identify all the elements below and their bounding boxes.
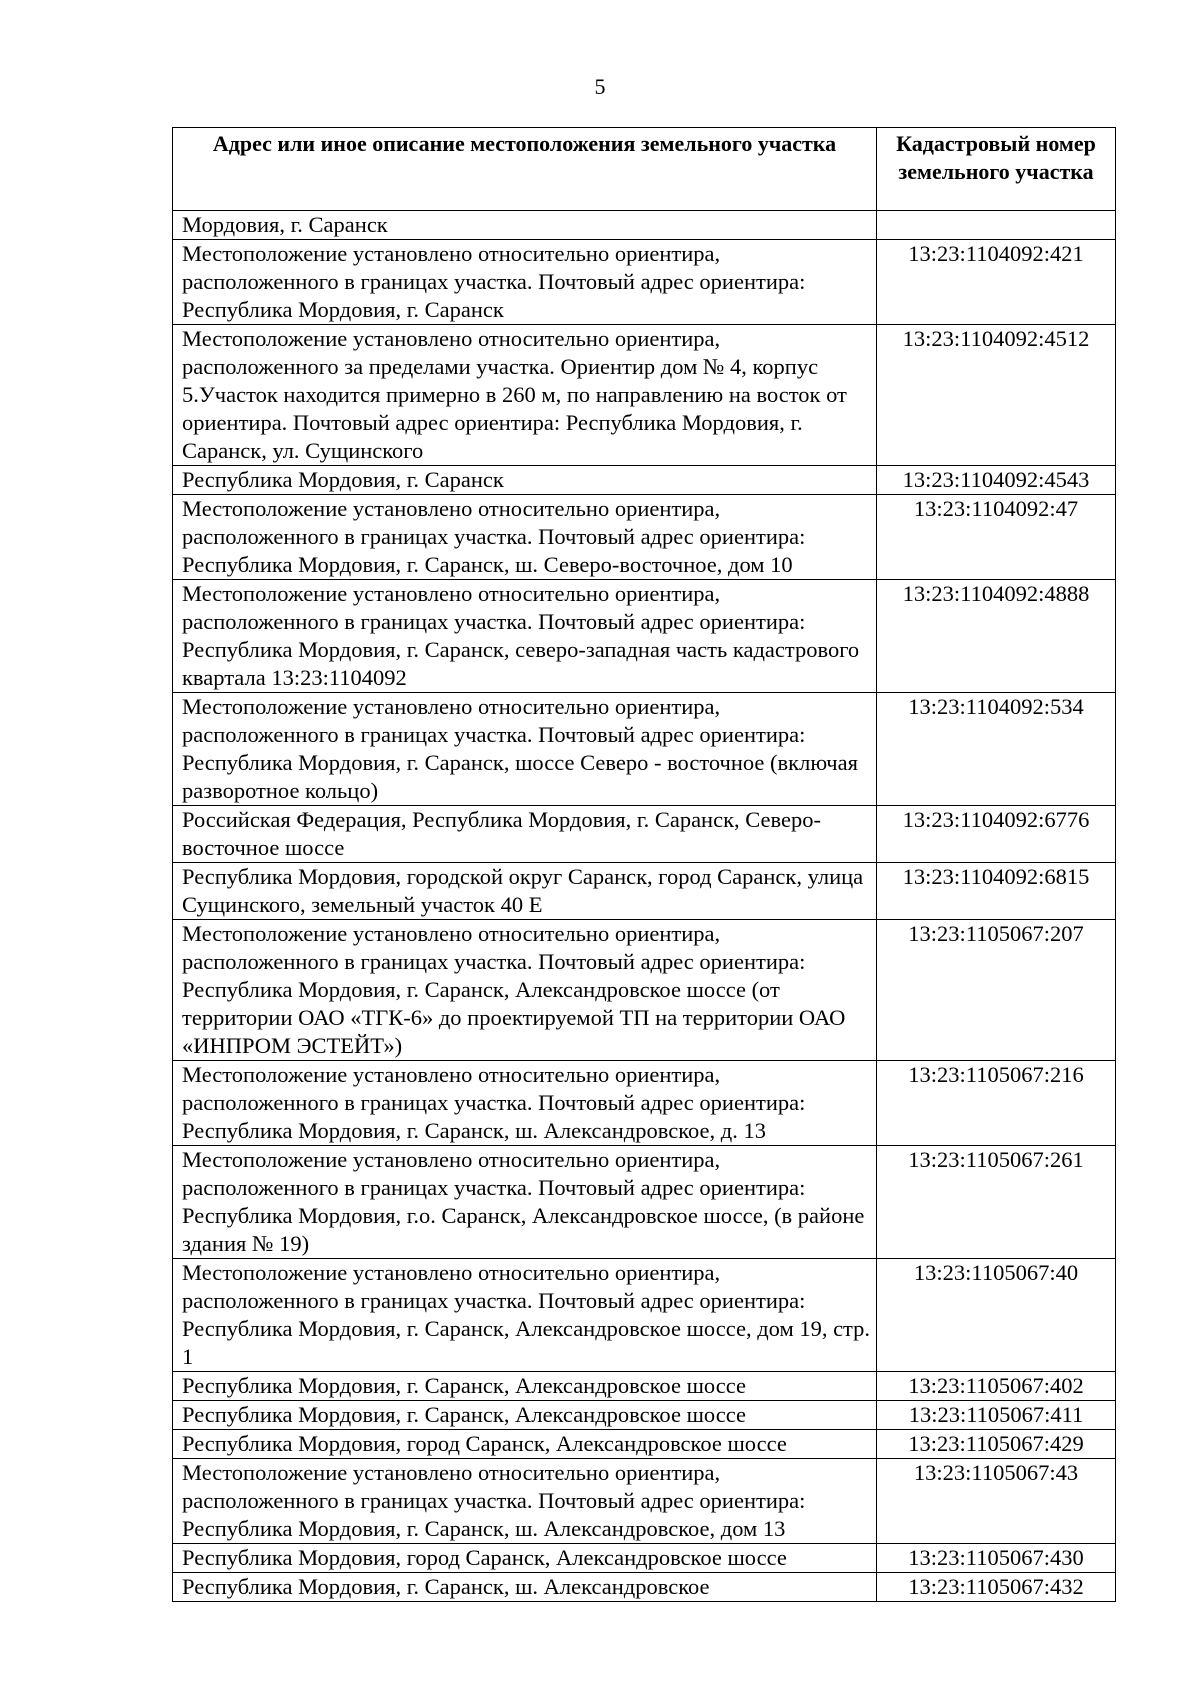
cadastral-number-cell: 13:23:1105067:261 [877, 1146, 1116, 1259]
address-cell: Республика Мордовия, г. Саранск, ш. Александровское [173, 1573, 877, 1602]
cadastral-number-cell: 13:23:1105067:216 [877, 1061, 1116, 1146]
cadastral-number-cell [877, 211, 1116, 240]
cadastral-number-cell: 13:23:1104092:6776 [877, 806, 1116, 863]
table-row [173, 495, 1116, 580]
address-cell: Местоположение установлено относительно ориентира, расположенного в границах участка. Почтовый адрес ориентира: Республика Мордовия, г. Саранск, ш. Александровское, дом 13 [173, 1459, 877, 1544]
table-row [173, 806, 1116, 863]
table-row [173, 1459, 1116, 1544]
address-cell: Республика Мордовия, город Саранск, Александровское шоссе [173, 1430, 877, 1459]
table-row [173, 1401, 1116, 1430]
address-cell: Местоположение установлено относительно ориентира, расположенного в границах участка. Почтовый адрес ориентира: Республика Мордовия, г. Саранск, северо-западная часть кадастрового квартала 13:23:1104092 [173, 580, 877, 693]
table-row [173, 1573, 1116, 1602]
address-cell: Российская Федерация, Республика Мордовия, г. Саранск, Северо-восточное шоссе [173, 806, 877, 863]
cadastral-number-cell: 13:23:1105067:432 [877, 1573, 1116, 1602]
address-cell: Республика Мордовия, г. Саранск, Александровское шоссе [173, 1401, 877, 1430]
address-cell: Местоположение установлено относительно ориентира, расположенного в границах участка. Почтовый адрес ориентира: Республика Мордовия, г. Саранск, Александровское шоссе (от территории ОАО «ТГК-6» до проектируемой ТП на территории ОАО «ИНПРОМ ЭСТЕЙТ») [173, 920, 877, 1061]
table-row [173, 693, 1116, 806]
cadastral-number-cell: 13:23:1105067:429 [877, 1430, 1116, 1459]
table-row [173, 863, 1116, 920]
cadastral-number-cell: 13:23:1104092:47 [877, 495, 1116, 580]
table-row [173, 211, 1116, 240]
table-row [173, 1146, 1116, 1259]
cadastral-number-cell: 13:23:1104092:4543 [877, 466, 1116, 495]
address-cell: Местоположение установлено относительно ориентира, расположенного в границах участка. Почтовый адрес ориентира: Республика Мордовия, г. Саранск, Александровское шоссе, дом 19, стр. 1 [173, 1259, 877, 1372]
address-cell: Республика Мордовия, г. Саранск, Александровское шоссе [173, 1372, 877, 1401]
table-row [173, 325, 1116, 466]
cadastral-number-cell: 13:23:1104092:421 [877, 240, 1116, 325]
table-row [173, 1372, 1116, 1401]
table-row [173, 920, 1116, 1061]
cadastral-number-cell: 13:23:1104092:534 [877, 693, 1116, 806]
table-row [173, 580, 1116, 693]
address-cell: Республика Мордовия, г. Саранск [173, 466, 877, 495]
cadastral-number-cell: 13:23:1104092:4888 [877, 580, 1116, 693]
cadastral-number-cell: 13:23:1105067:411 [877, 1401, 1116, 1430]
cadastral-number-cell: 13:23:1105067:40 [877, 1259, 1116, 1372]
table-row [173, 466, 1116, 495]
table-row [173, 1259, 1116, 1372]
land-plots-table [172, 127, 1116, 1602]
address-cell: Местоположение установлено относительно ориентира, расположенного в границах участка. Почтовый адрес ориентира: Республика Мордовия, г. Саранск, ш. Александровское, д. 13 [173, 1061, 877, 1146]
table-row [173, 240, 1116, 325]
address-cell: Республика Мордовия, городской округ Саранск, город Саранск, улица Сущинского, земельный участок 40 Е [173, 863, 877, 920]
address-cell: Мордовия, г. Саранск [173, 211, 877, 240]
page-number: 5 [594, 74, 606, 99]
cadastral-number-cell: 13:23:1105067:430 [877, 1544, 1116, 1573]
address-cell: Республика Мордовия, город Саранск, Александровское шоссе [173, 1544, 877, 1573]
address-cell: Местоположение установлено относительно ориентира, расположенного в границах участка. Почтовый адрес ориентира: Республика Мордовия, г. Саранск, ш. Северо-восточное, дом 10 [173, 495, 877, 580]
header-cadastral-number: Кадастровый номер земельного участка [877, 128, 1116, 211]
table-header-row [173, 128, 1116, 211]
cadastral-number-cell: 13:23:1104092:4512 [877, 325, 1116, 466]
address-cell: Местоположение установлено относительно ориентира, расположенного за пределами участка. Ориентир дом № 4, корпус 5.Участок находится примерно в 260 м, по направлению на восток от ориентира. Почтовый адрес ориентира: Республика Мордовия, г. Саранск, ул. Сущинского [173, 325, 877, 466]
table-row [173, 1430, 1116, 1459]
address-cell: Местоположение установлено относительно ориентира, расположенного в границах участка. Почтовый адрес ориентира: Республика Мордовия, г.о. Саранск, Александровское шоссе, (в районе здания № 19) [173, 1146, 877, 1259]
table-row [173, 1544, 1116, 1573]
address-cell: Местоположение установлено относительно ориентира, расположенного в границах участка. Почтовый адрес ориентира: Республика Мордовия, г. Саранск [173, 240, 877, 325]
cadastral-number-cell: 13:23:1105067:207 [877, 920, 1116, 1061]
table-row [173, 1061, 1116, 1146]
header-address: Адрес или иное описание местоположения земельного участка [173, 128, 877, 211]
cadastral-number-cell: 13:23:1104092:6815 [877, 863, 1116, 920]
address-cell: Местоположение установлено относительно ориентира, расположенного в границах участка. Почтовый адрес ориентира: Республика Мордовия, г. Саранск, шоссе Северо - восточное (включая разворотное кольцо) [173, 693, 877, 806]
cadastral-number-cell: 13:23:1105067:43 [877, 1459, 1116, 1544]
cadastral-number-cell: 13:23:1105067:402 [877, 1372, 1116, 1401]
